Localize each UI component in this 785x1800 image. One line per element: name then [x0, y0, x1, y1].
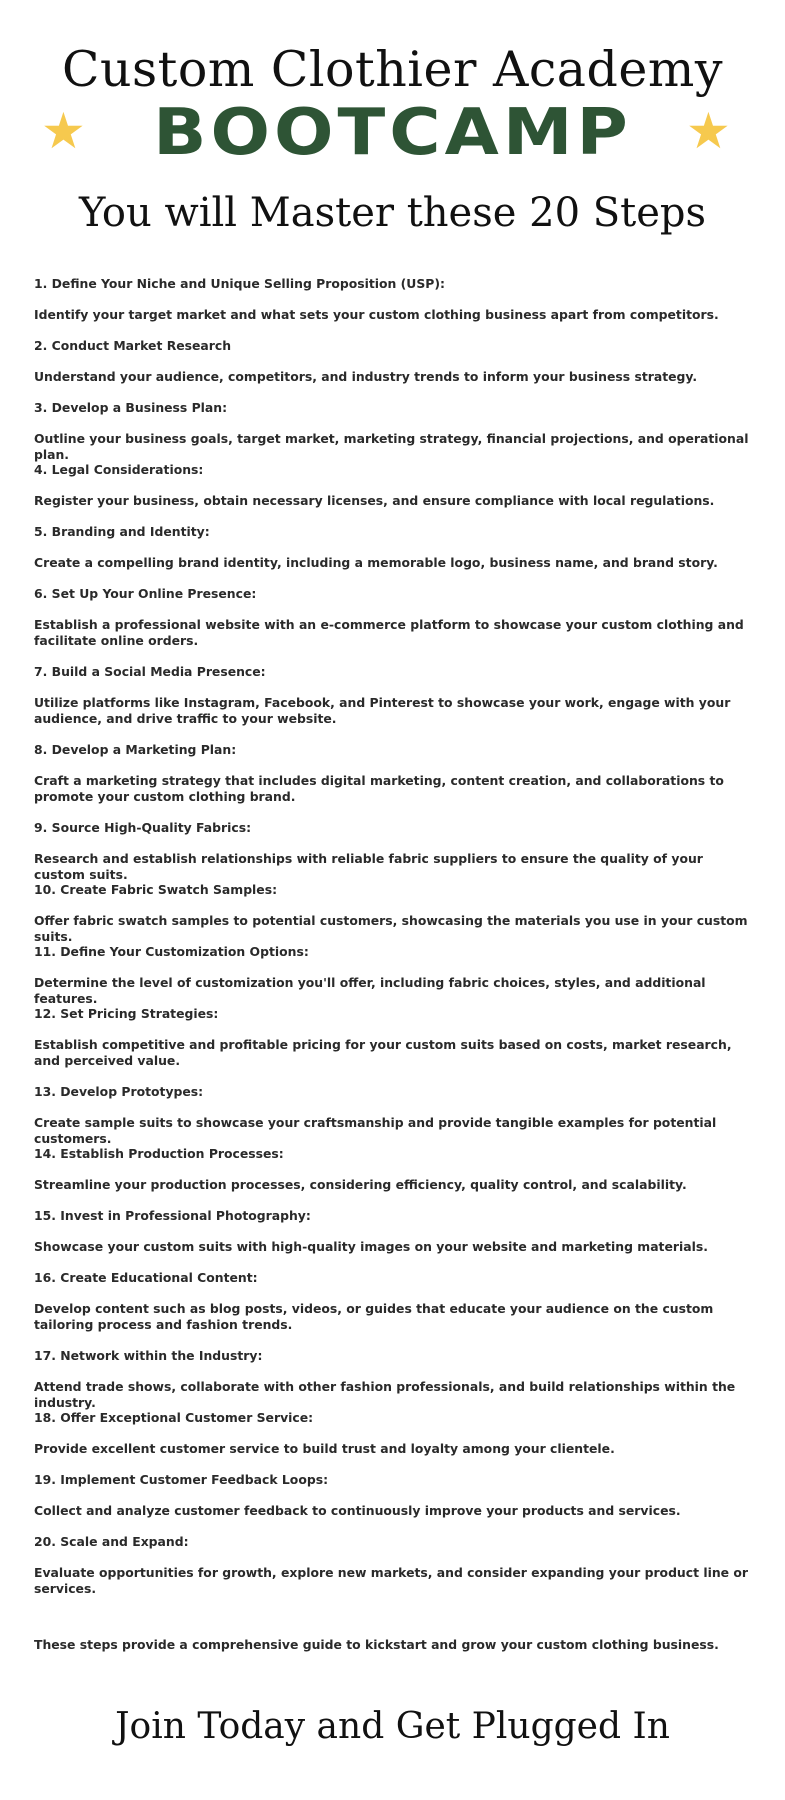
step-description: Establish a professional website with an e-commerce platform to showcase your custom clothing and facilitate online orders. [34, 617, 744, 648]
step-title: 17. Network within the Industry: [34, 1348, 263, 1363]
step-description: Evaluate opportunities for growth, explore new markets, and consider expanding your product line or services. [34, 1565, 748, 1596]
step-description: Streamline your production processes, considering efficiency, quality control, and scalability. [34, 1177, 687, 1192]
step-description: Provide excellent customer service to build trust and loyalty among your clientele. [34, 1441, 615, 1456]
step-description: Create a compelling brand identity, including a memorable logo, business name, and brand story. [34, 555, 718, 570]
step-title: 3. Develop a Business Plan: [34, 400, 228, 415]
step-description: Register your business, obtain necessary licenses, and ensure compliance with local regulations. [34, 493, 715, 508]
step-title: 15. Invest in Professional Photography: [34, 1208, 311, 1223]
star-icon-right: ★ [686, 102, 731, 160]
step-description: Determine the level of customization you'll offer, including fabric choices, styles, and additional features. [34, 975, 706, 1006]
step-description: Craft a marketing strategy that includes digital marketing, content creation, and collaborations to promote your custom clothing brand. [34, 773, 724, 804]
step-description: Collect and analyze customer feedback to continuously improve your products and services. [34, 1503, 681, 1518]
step-title: 6. Set Up Your Online Presence: [34, 586, 257, 601]
step-description: Showcase your custom suits with high-quality images on your website and marketing materials. [34, 1239, 708, 1254]
step-title: 5. Branding and Identity: [34, 524, 210, 539]
step-description: Research and establish relationships with reliable fabric suppliers to ensure the quality of your custom suits. [34, 851, 703, 882]
steps-list [34, 276, 754, 1612]
step-description: Develop content such as blog posts, videos, or guides that educate your audience on the custom tailoring process and fashion trends. [34, 1301, 714, 1332]
step-title: 4. Legal Considerations: [34, 462, 204, 477]
step-title: 16. Create Educational Content: [34, 1270, 258, 1285]
step-title: 2. Conduct Market Research [34, 338, 232, 353]
step-description: Create sample suits to showcase your craftsmanship and provide tangible examples for potential customers. [34, 1115, 717, 1146]
step-title: 11. Define Your Customization Options: [34, 944, 309, 959]
step-title: 14. Establish Production Processes: [34, 1146, 284, 1161]
closing-text: These steps provide a comprehensive guide to kickstart and grow your custom clothing business. [34, 1637, 719, 1652]
step-title: 1. Define Your Niche and Unique Selling Proposition (USP): [34, 276, 445, 291]
step-title: 19. Implement Customer Feedback Loops: [34, 1472, 329, 1487]
bootcamp-badge: BOOTCAMP [153, 94, 632, 170]
star-icon-left: ★ [41, 102, 86, 160]
step-title: 20. Scale and Expand: [34, 1534, 189, 1549]
step-title: 8. Develop a Marketing Plan: [34, 742, 237, 757]
step-title: 13. Develop Prototypes: [34, 1084, 204, 1099]
step-description: Establish competitive and profitable pricing for your custom suits based on costs, market research, and perceived value. [34, 1037, 732, 1068]
footer-cta: Join Today and Get Plugged In [115, 1706, 670, 1747]
academy-title: Custom Clothier Academy [61, 41, 724, 98]
step-title: 12. Set Pricing Strategies: [34, 1006, 219, 1021]
step-title: 10. Create Fabric Swatch Samples: [34, 882, 278, 897]
step-description: Outline your business goals, target market, marketing strategy, financial projections, and operational plan. [34, 431, 749, 462]
step-description: Utilize platforms like Instagram, Facebook, and Pinterest to showcase your work, engage with your audience, and drive traffic to your website. [34, 695, 731, 726]
step-title: 18. Offer Exceptional Customer Service: [34, 1410, 314, 1425]
page-subtitle: You will Master these 20 Steps [78, 190, 707, 236]
step-title: 7. Build a Social Media Presence: [34, 664, 266, 679]
step-title: 9. Source High-Quality Fabrics: [34, 820, 252, 835]
step-description: Understand your audience, competitors, and industry trends to inform your business strategy. [34, 369, 698, 384]
step-description: Attend trade shows, collaborate with other fashion professionals, and build relationships within the industry. [34, 1379, 736, 1410]
step-description: Identify your target market and what sets your custom clothing business apart from competitors. [34, 307, 719, 322]
step-description: Offer fabric swatch samples to potential customers, showcasing the materials you use in your custom suits. [34, 913, 748, 944]
